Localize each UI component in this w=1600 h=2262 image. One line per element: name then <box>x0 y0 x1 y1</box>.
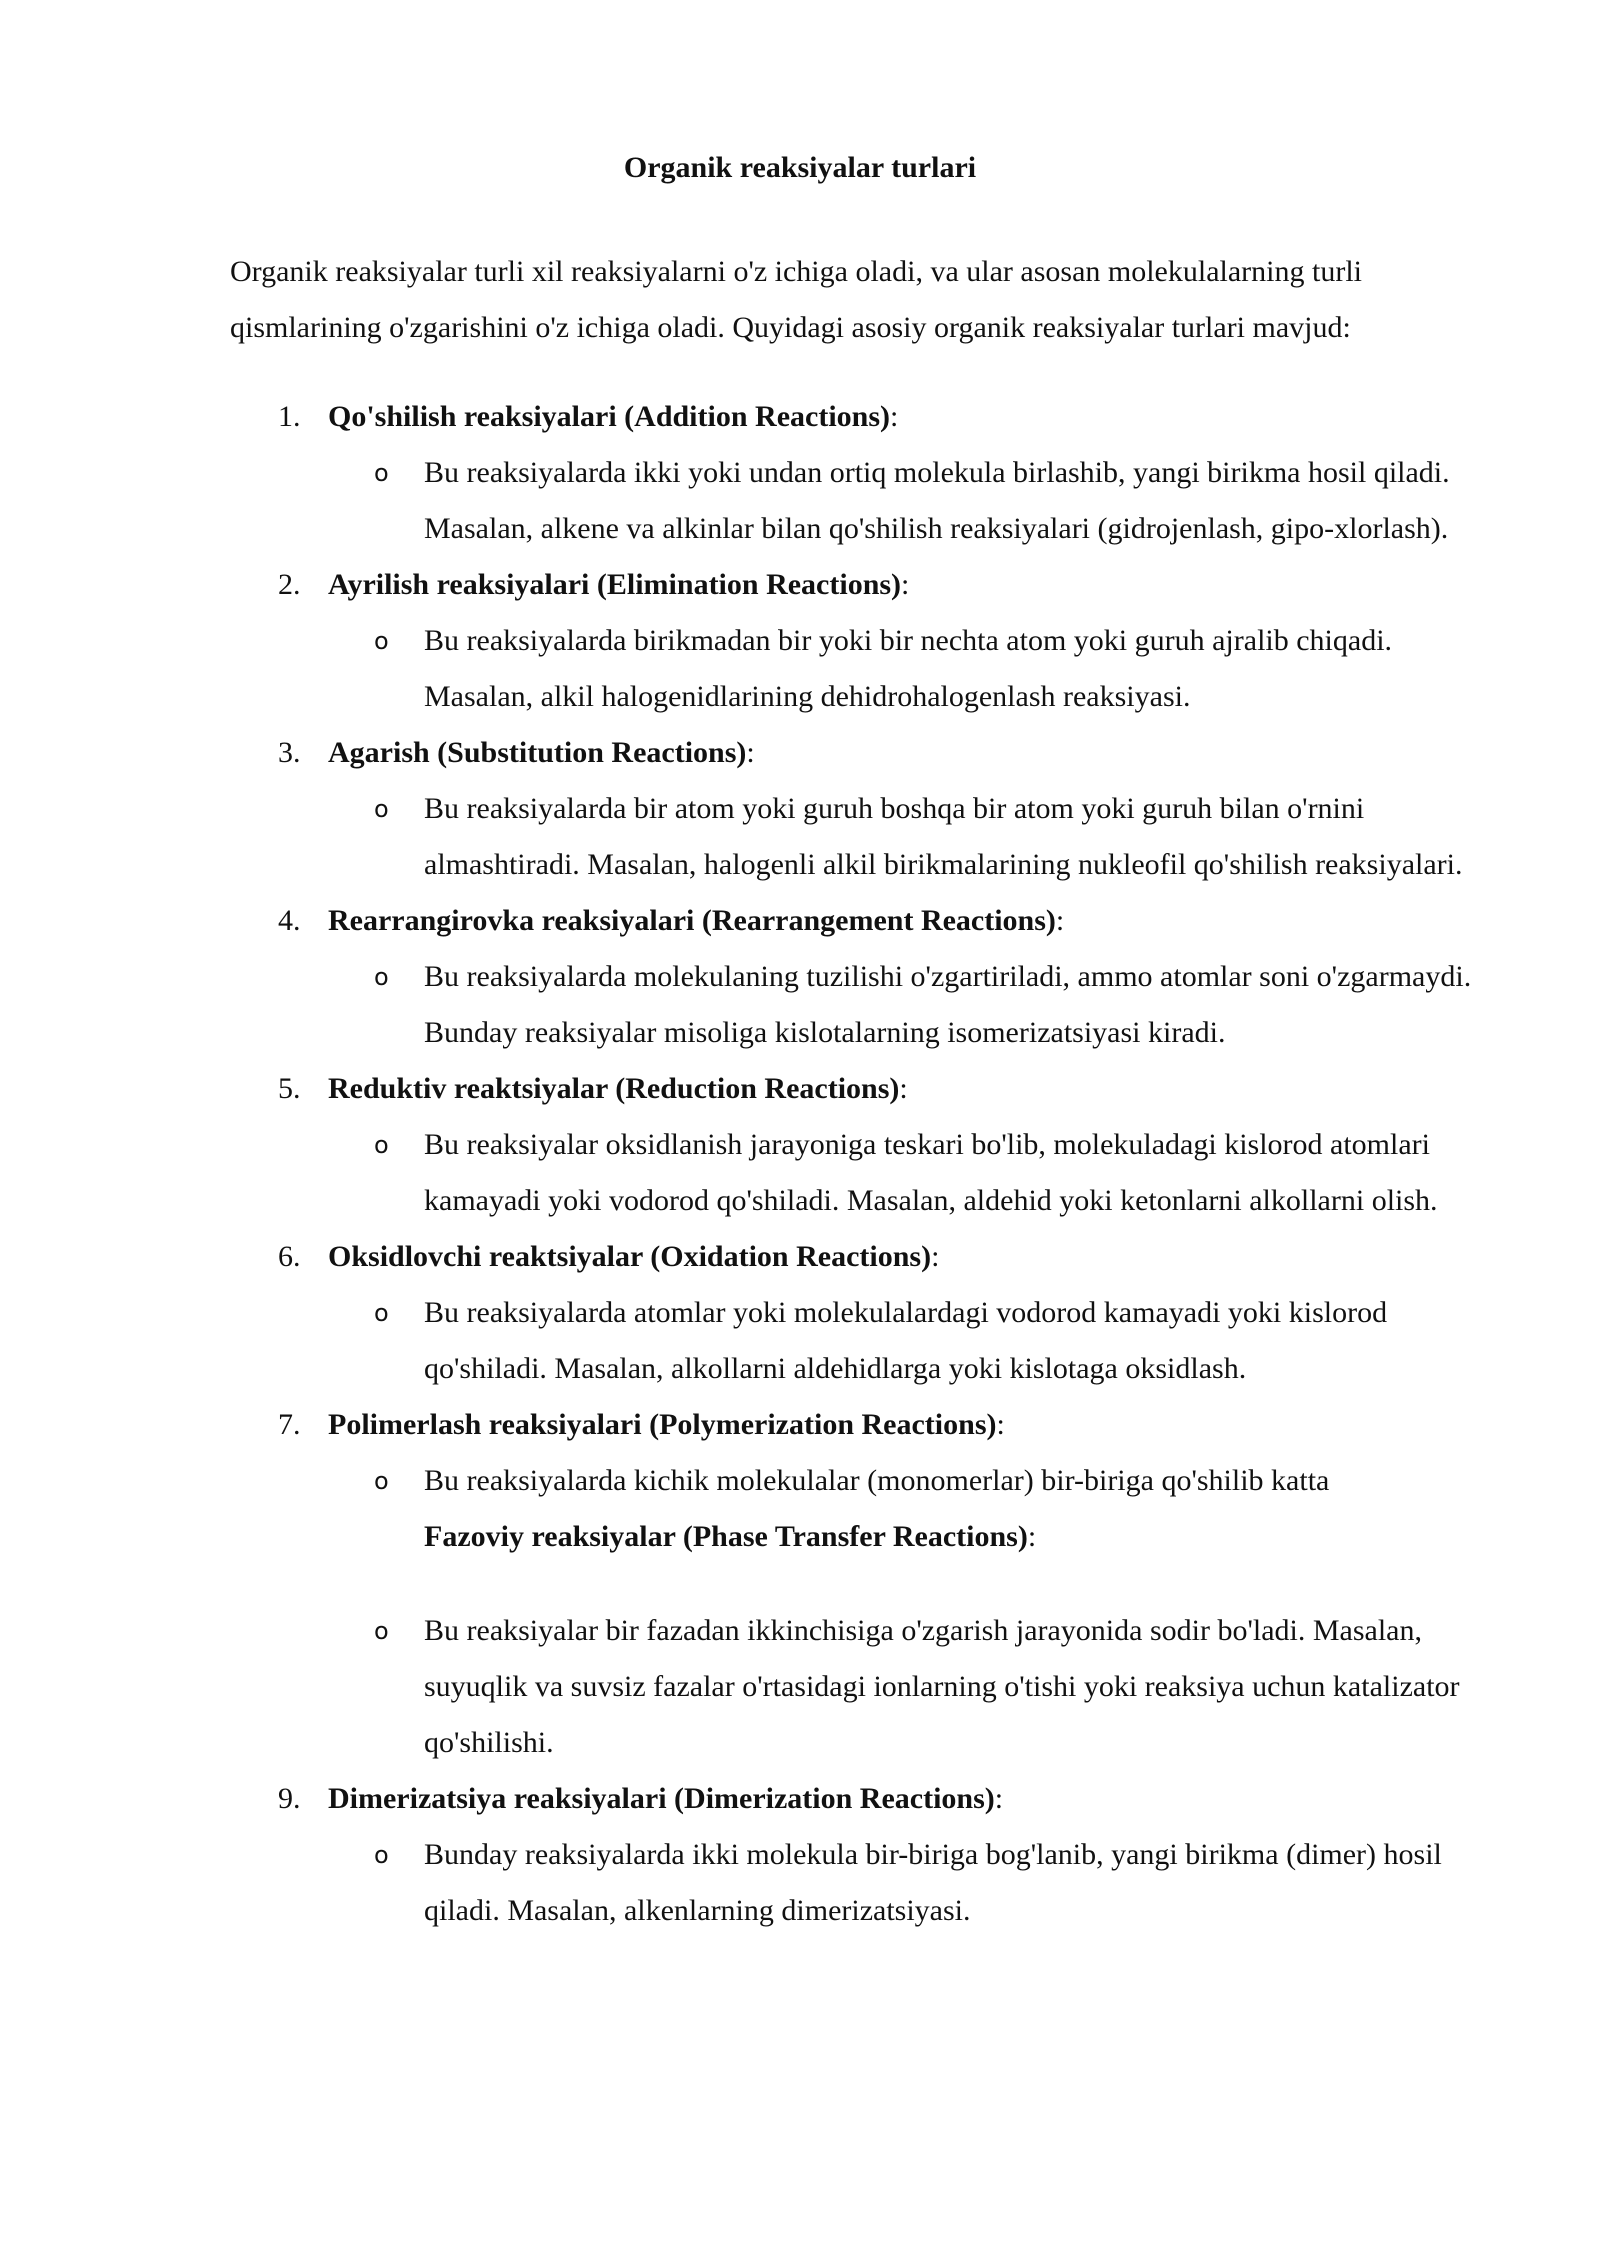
bullet-icon: o <box>374 1131 389 1159</box>
bullet-icon: o <box>374 1467 389 1495</box>
blank-line <box>0 1565 1600 1603</box>
item-description: Bu reaksiyalarda ikki yoki undan ortiq molekula birlashib, yangi birikma hosil qiladi. Masalan, alkene va alkinlar bilan qo'shilish reaksiyalari (gidrojenlash, gipo-xlorlash). <box>424 456 1450 545</box>
sub-bullet <box>0 1117 1600 1229</box>
sub-bullet <box>0 445 1600 557</box>
sub-bullet <box>0 1285 1600 1397</box>
list-item <box>0 557 1600 613</box>
bullet-icon: o <box>374 627 389 655</box>
bullet-icon: o <box>374 795 389 823</box>
item-colon: : <box>996 1408 1005 1441</box>
bullet-icon: o <box>374 963 389 991</box>
item-number: 9. <box>278 1782 301 1815</box>
item-colon: : <box>931 1240 940 1273</box>
item-colon: : <box>890 400 899 433</box>
bullet-icon: o <box>374 1299 389 1327</box>
item-number: 2. <box>278 568 301 601</box>
item-colon: : <box>994 1782 1004 1815</box>
document-title: Organik reaksiyalar turlari <box>623 151 977 184</box>
item-number: 3. <box>278 736 301 769</box>
item-colon: : <box>1055 904 1065 937</box>
item-description: Bu reaksiyalar bir fazadan ikkinchisiga o'zgarish jarayonida sodir bo'ladi. Masalan, suyuqlik va suvsiz fazalar o'rtasidagi ionlarning o'tishi yoki reaksiya uchun katalizator qo'shilishi. <box>424 1614 1460 1759</box>
sub-bullet <box>0 949 1600 1061</box>
sub-bullet <box>0 1827 1600 1939</box>
item-heading: Ayrilish reaksiyalari (Elimination Reactions) <box>328 568 902 601</box>
sub-bullet <box>0 781 1600 893</box>
bullet-icon: o <box>374 459 389 487</box>
item-description: Bu reaksiyalarda atomlar yoki molekulalardagi vodorod kamayadi yoki kislorod qo'shiladi. Masalan, alkollarni aldehidlarga yoki kislotaga oksidlash. <box>424 1296 1388 1385</box>
list-item <box>0 1771 1600 1827</box>
item-heading: Oksidlovchi reaktsiyalar (Oxidation Reactions) <box>328 1240 932 1273</box>
sub-bullet <box>0 1603 1600 1771</box>
item-heading: Polimerlash reaksiyalari (Polymerization Reactions) <box>328 1408 997 1441</box>
item-heading: Rearrangirovka reaksiyalari (Rearrangement Reactions) <box>328 904 1056 937</box>
item-heading: Qo'shilish reaksiyalari (Addition Reactions) <box>328 400 891 433</box>
list-item <box>0 725 1600 781</box>
reaction-types-list <box>0 389 1600 1939</box>
intro-paragraph: Organik reaksiyalar turli xil reaksiyalarni o'z ichiga oladi, va ular asosan molekulalarning turli qismlarining o'zgarishini o'z ichiga oladi. Quyidagi asosiy organik reaksiyalar turlari mavjud: <box>230 255 1362 344</box>
list-item <box>0 389 1600 445</box>
item-description: Bunday reaksiyalarda ikki molekula bir-biriga bog'lanib, yangi birikma (dimer) hosil qiladi. Masalan, alkenlarning dimerizatsiyasi. <box>424 1838 1442 1927</box>
item-description: Bu reaksiyalarda molekulaning tuzilishi o'zgartiriladi, ammo atomlar soni o'zgarmaydi. Bunday reaksiyalar misoliga kislotalarning isomerizatsiyasi kiradi. <box>424 960 1472 1049</box>
item-colon: : <box>901 568 910 601</box>
embedded-heading: Fazoviy reaksiyalar (Phase Transfer Reactions) <box>424 1520 1028 1553</box>
item-number: 5. <box>278 1072 301 1105</box>
item-colon: : <box>899 1072 908 1105</box>
item-description: Bu reaksiyalarda birikmadan bir yoki bir nechta atom yoki guruh ajralib chiqadi. Masalan, alkil halogenidlarining dehidrohalogenlash reaksiyasi. <box>424 624 1393 713</box>
item-number: 6. <box>278 1240 301 1273</box>
item-description: Bu reaksiyalarda kichik molekulalar (monomerlar) bir-biriga qo'shilib katta <box>424 1464 1330 1497</box>
item-number: 4. <box>278 904 301 937</box>
item-heading: Agarish (Substitution Reactions) <box>328 736 747 769</box>
list-item <box>0 893 1600 949</box>
item-number: 7. <box>278 1408 301 1441</box>
item-number: 1. <box>278 400 301 433</box>
item-description: Bu reaksiyalar oksidlanish jarayoniga teskari bo'lib, molekuladagi kislorod atomlari kamayadi yoki vodorod qo'shiladi. Masalan, aldehid yoki ketonlarni alkollarni olish. <box>424 1128 1438 1217</box>
list-item <box>0 1397 1600 1453</box>
item-description: Bu reaksiyalarda bir atom yoki guruh boshqa bir atom yoki guruh bilan o'rnini almashtiradi. Masalan, halogenli alkil birikmalarining nukleofil qo'shilish reaksiyalari. <box>424 792 1463 881</box>
item-colon: : <box>746 736 755 769</box>
bullet-icon: o <box>374 1617 389 1645</box>
list-item <box>0 1229 1600 1285</box>
sub-bullet <box>0 613 1600 725</box>
item-colon: : <box>1027 1520 1037 1553</box>
item-heading: Dimerizatsiya reaksiyalari (Dimerization Reactions) <box>328 1782 995 1815</box>
item-heading: Reduktiv reaktsiyalar (Reduction Reactions) <box>328 1072 900 1105</box>
bullet-icon: o <box>374 1841 389 1869</box>
sub-bullet <box>0 1453 1600 1565</box>
list-item <box>0 1061 1600 1117</box>
